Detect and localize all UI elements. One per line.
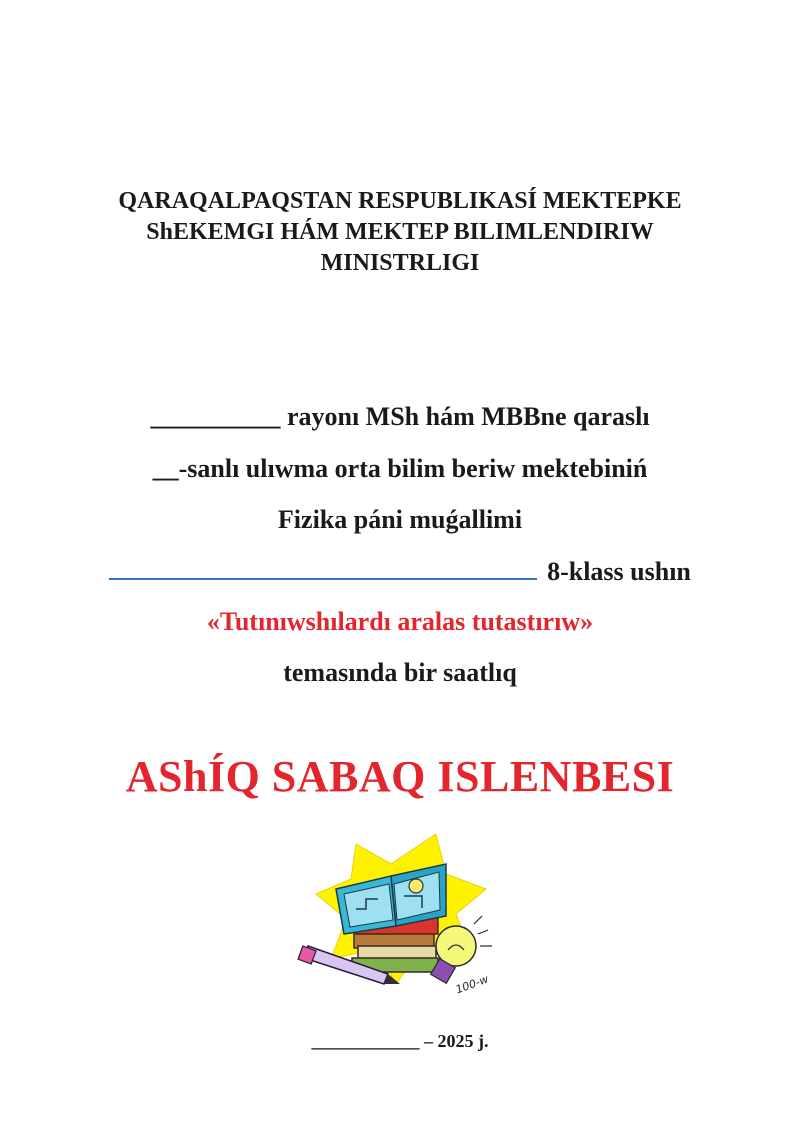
ministry-line-3: MINISTRLIGI <box>320 250 480 276</box>
teacher-name-blank <box>109 556 537 580</box>
topic-suffix: temasında bir saatlıq <box>283 658 517 687</box>
bulb-wattage-label: 100-w <box>453 972 491 997</box>
ministry-header <box>0 186 800 279</box>
subject-line: Fizika páni muǵallimi <box>277 505 523 534</box>
ministry-line-2: ShEKEMGI HÁM MEKTEP BILIMLENDIRIW <box>146 219 654 245</box>
teacher-class-line <box>0 556 800 587</box>
school-line: __-sanlı ulıwma orta bilim beriw mektebiniń <box>152 454 648 483</box>
ministry-line-1: QARAQALPAQSTAN RESPUBLIKASÍ MEKTEPKE <box>118 188 682 214</box>
district-line: __________ rayonı MSh hám MBBne qaraslı <box>150 402 650 431</box>
document-title: AShÍQ SABAQ ISLENBESI <box>125 752 675 801</box>
lesson-topic: «Tutınıwshılardı aralas tutastırıw» <box>206 607 594 636</box>
books-pen-bulb-illustration <box>296 834 506 1004</box>
class-label: 8-klass ushın <box>547 557 691 586</box>
date-line: ____________ – 2025 j. <box>311 1031 489 1051</box>
